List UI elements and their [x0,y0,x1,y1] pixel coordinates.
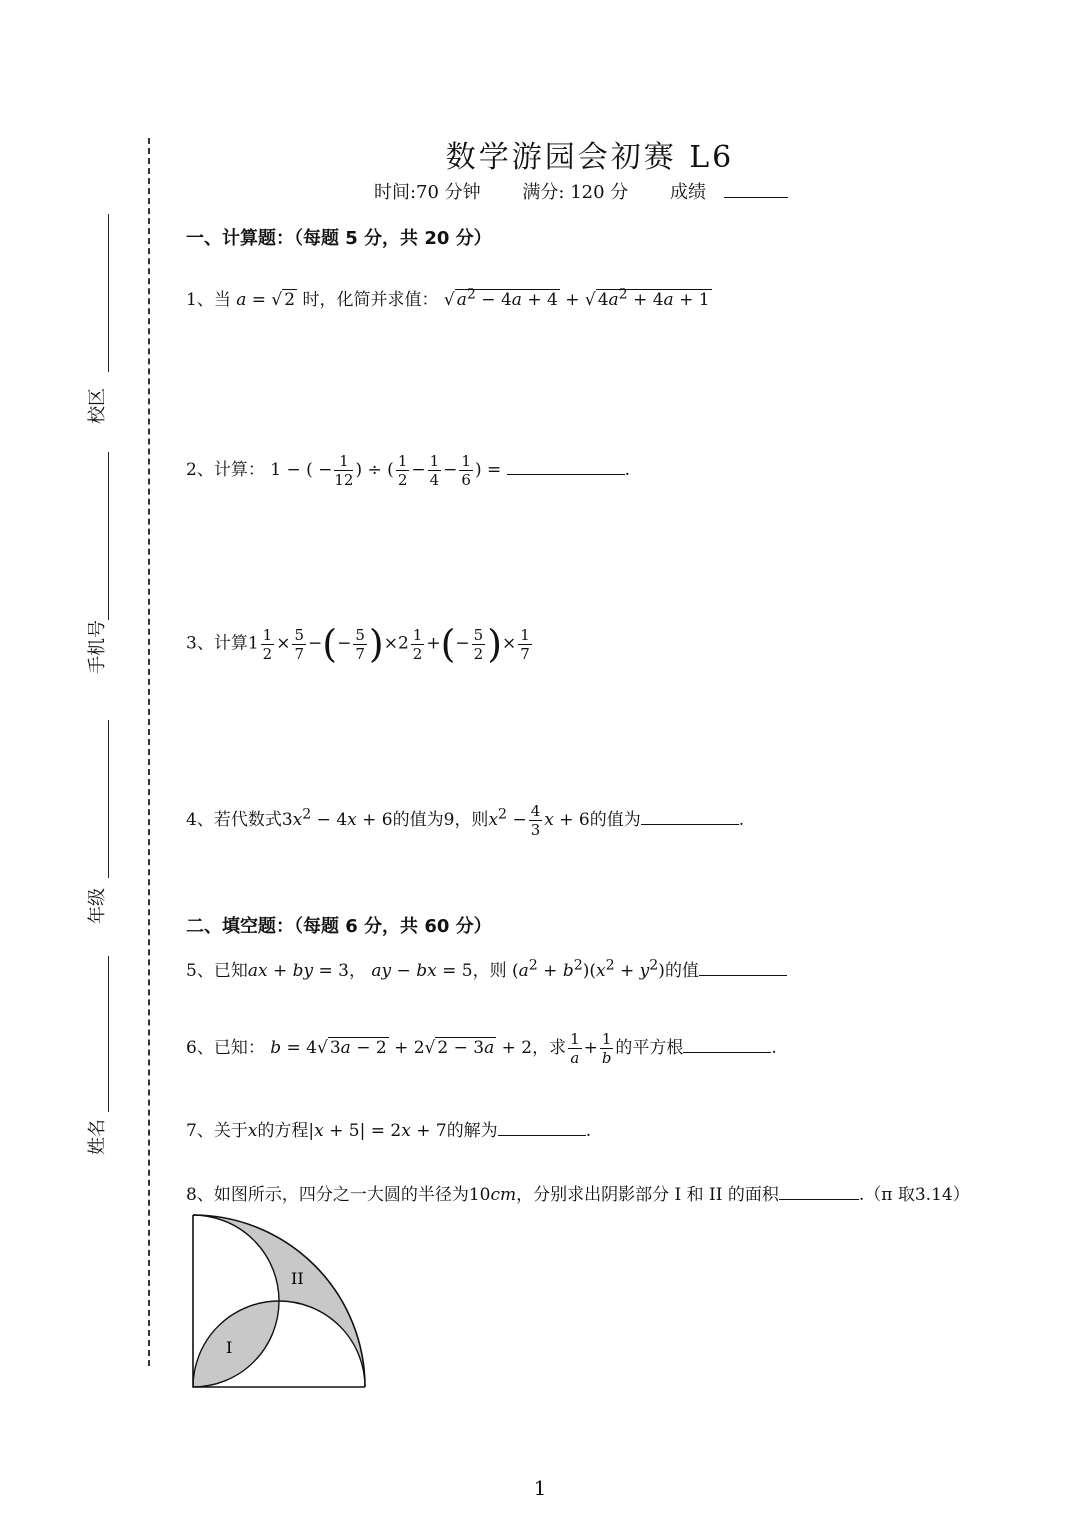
label-II: II [291,1269,304,1288]
q8-text: 8、如图所示，四分之一大圆的半径为10 [186,1185,491,1205]
q4-mid2: ，则 [454,810,489,830]
question-3: 3、计算1 $\frac{1}{2}$ × $\frac{5}{7}$ −(− $\frac{5}{7}$ )×2 $\frac{1}{2}$ +(− $\frac{5}{2}$ )× $\frac{1}{7}$ [186,622,530,666]
q1-prefix: 1、当 [186,290,231,310]
time-info: 时间:70 分钟 [373,182,481,203]
full-score-info: 满分: 120 分 [522,182,629,203]
q4-answer-blank[interactable] [641,810,739,825]
phone-line[interactable] [108,452,109,620]
question-6: 6、已知： b = 4√ 3a − 2 + 2√ 2 − 3a + 2，求 $\frac{1}{a}$ + $\frac{1}{b}$ 的平方根 . [186,1030,777,1067]
q7-suffix: 的解为 [446,1121,498,1141]
question-7: 7、关于x的方程|x + 5| = 2x + 7的解为 . [186,1121,592,1141]
section-2-heading: 二、填空题：（每题 6 分，共 60 分） [186,916,492,937]
score-label: 成绩 [670,182,707,203]
quarter-circle-figure [186,1208,376,1394]
question-8: 8、如图所示，四分之一大圆的半径为10cm，分别求出阴影部分 I 和 II 的面积 .（π 取3.14） [186,1185,970,1205]
q6-prefix: 6、已知： [186,1038,265,1058]
q8-answer-blank[interactable] [779,1185,859,1200]
grade-line[interactable] [108,720,109,878]
exam-info [150,178,1030,204]
page-title: 数学游园会初赛 L6 [445,140,735,175]
q3-prefix: 3、计算 [186,633,248,654]
name-line[interactable] [108,956,109,1112]
score-blank[interactable] [724,183,788,198]
page-number: 1 [533,1476,547,1500]
q5-answer-blank[interactable] [699,961,787,976]
q4-suffix: 的值为 [589,810,641,830]
grade-label: 年级 [87,888,108,924]
section-1-heading: 一、计算题：（每题 5 分，共 20 分） [186,228,492,249]
name-label: 姓名 [87,1119,108,1155]
q4-mid: 的值为 [392,810,444,830]
q7-prefix: 7、关于 [186,1121,248,1141]
q6-mid: ，求 [532,1038,567,1058]
q5-prefix: 5、已知 [186,961,248,981]
phone-label: 手机号 [87,620,108,674]
question-1: 1、当 a = √ 2 时，化简并求值： √ $a^2 - 4a + 4$ + √ $4a^2 + 4a + 1$ [186,286,710,310]
q1-mid: 时，化简并求值： [302,290,439,310]
q7-answer-blank[interactable] [498,1121,586,1136]
shaded-region-1 [193,1301,279,1387]
q8-suffix: .（π 取3.14） [858,1185,970,1205]
campus-label: 校区 [87,388,108,424]
q6-answer-blank[interactable] [683,1038,771,1053]
binding-dashed-line [148,138,150,1366]
question-2: 2、计算： 1 − ( − $\frac{1}{12}$ ) ÷ ( $\frac{1}{2}$ − $\frac{1}{4}$ − $\frac{1}{6}$ ) = . [186,452,631,489]
question-4: 4、若代数式$3x^2 - 4x + 6$的值为9，则$x^2$ − $\frac{4}{3}$ x + 6的值为 . [186,802,745,839]
q6-suffix: 的平方根 [615,1038,684,1058]
q2-answer-blank[interactable] [507,460,625,475]
q7-mid: 的方程 [257,1121,309,1141]
campus-line[interactable] [108,214,109,372]
q4-prefix: 4、若代数式 [186,810,282,830]
q5-suffix: 的值 [664,961,699,981]
label-I: I [226,1338,233,1357]
question-5: 5、已知ax + by = 3， ay − bx = 5，则 $(a^2 + b^2)(x^2 + y^2)$的值 [186,956,787,981]
score-field[interactable] [670,182,806,203]
q8-mid: ，分别求出阴影部分 I 和 II 的面积 [516,1185,779,1205]
q2-prefix: 2、计算： [186,460,265,480]
